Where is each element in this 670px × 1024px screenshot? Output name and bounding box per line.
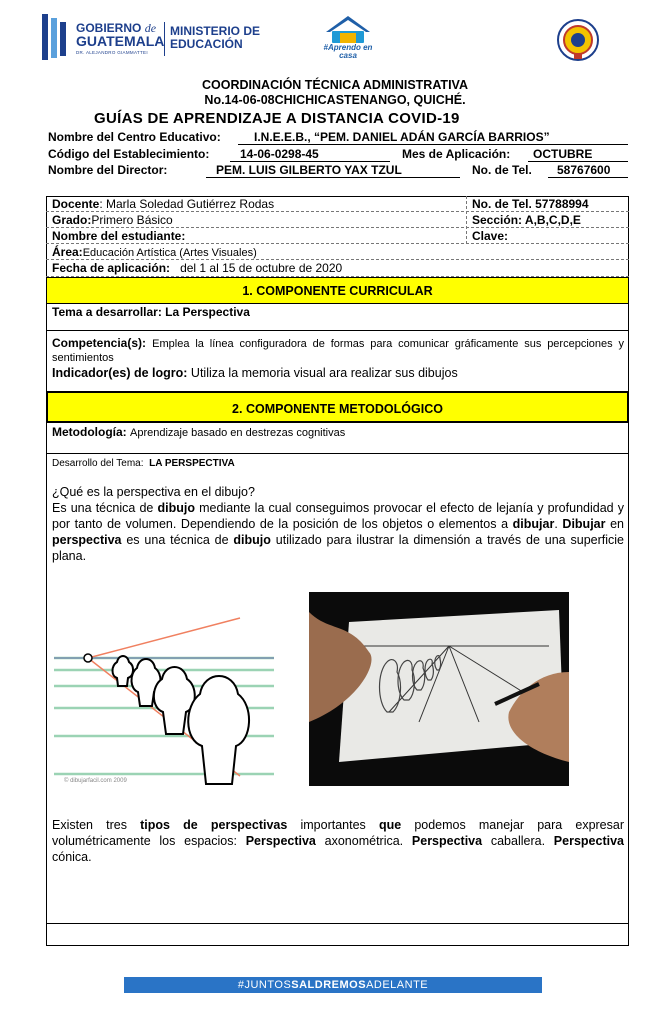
centro-label: Nombre del Centro Educativo: (48, 130, 221, 144)
address-title: No.14-06-08CHICHICASTENANGO, QUICHÉ. (204, 93, 466, 107)
svg-text:© dibujarfacil.com 2009: © dibujarfacil.com 2009 (64, 778, 127, 784)
seccion: Sección: A,B,C,D,E (472, 213, 581, 227)
docente-row: Docente: Marla Soledad Gutiérrez Rodas (52, 197, 275, 211)
clave-label: Clave: (472, 229, 509, 243)
tel-value: 58767600 (557, 163, 611, 177)
footer-hashtag-banner: #JUNTOSSALDREMOSADELANTE (124, 977, 542, 993)
school-seal-icon (556, 18, 600, 62)
desarrollo-row: Desarrollo del Tema: LA PERSPECTIVA (52, 458, 235, 469)
gobierno-guatemala-logo: GOBIERNO de GUATEMALA DR. ALEJANDRO GIAMMATTEI MINISTERIO DE EDUCACIÓN (40, 12, 270, 64)
question-text: ¿Qué es la perspectiva en el dibujo? (52, 485, 255, 499)
guatemala-flag-icon (40, 12, 74, 64)
mes-label: Mes de Aplicación: (402, 147, 511, 161)
competencia-row: Competencia(s): Emplea la línea configuradora de formas para comunicar gráficamente sus percepciones y sentimientos (52, 336, 624, 364)
mes-value: OCTUBRE (533, 147, 593, 161)
fecha-row: Fecha de aplicación: del 1 al 15 de octubre de 2020 (52, 261, 343, 275)
tema-row: Tema a desarrollar: La Perspectiva (52, 305, 250, 319)
tipos-paragraph: Existen tres tipos de perspectivas importantes que podemos manejar para expresar volumétricamente los espacios: Perspectiva axonométrica. Perspectiva caballera. Perspectiva cónica. (52, 818, 625, 864)
estudiante-label: Nombre del estudiante: (52, 229, 186, 243)
codigo-value: 14-06-0298-45 (240, 147, 319, 161)
tel-label: No. de Tel. (472, 163, 532, 177)
gobierno-name: GUATEMALA (76, 33, 165, 49)
drawing-hand-photo (309, 592, 569, 786)
indicador-row: Indicador(es) de logro: Utiliza la memoria visual ara realizar sus dibujos (52, 366, 458, 380)
coordinacion-title: COORDINACIÓN TÉCNICA ADMINISTRATIVA (202, 78, 468, 92)
componente-curricular-header: 1. COMPONENTE CURRICULAR (46, 277, 629, 304)
componente-metodologico-header: 2. COMPONENTE METODOLÓGICO (46, 391, 629, 423)
page-title: GUÍAS DE APRENDIZAJE A DISTANCIA COVID-19 (94, 110, 460, 127)
area-row: Área:Educación Artística (Artes Visuales) (52, 245, 257, 259)
grado-row: Grado:Primero Básico (52, 213, 173, 227)
docente-tel: No. de Tel. 57788994 (472, 197, 589, 211)
definition-paragraph: Es una técnica de dibujo mediante la cual conseguimos provocar el efecto de lejanía y profundidad y por tanto de volumen. Dependiendo de la posición de los objetos o elementos a dibujar. Dibujar en perspectiva es una técnica de dibujo utilizado para ilustrar la dimensión a través de una superficie plana. (52, 501, 624, 563)
centro-value: I.N.E.E.B., “PEM. DANIEL ADÁN GARCÍA BARRIOS” (254, 130, 550, 144)
metodologia-row: Metodología: Aprendizaje basado en destrezas cognitivas (52, 425, 346, 439)
house-icon (322, 14, 374, 44)
perspective-trees-illustration (54, 614, 274, 786)
aprendo-en-casa-logo: #Aprendo en casa (322, 14, 374, 66)
ministerio-label: MINISTERIO DE EDUCACIÓN (170, 24, 261, 51)
director-label: Nombre del Director: (48, 163, 168, 177)
codigo-label: Código del Establecimiento: (48, 147, 210, 161)
director-value: PEM. LUIS GILBERTO YAX TZUL (216, 163, 402, 177)
